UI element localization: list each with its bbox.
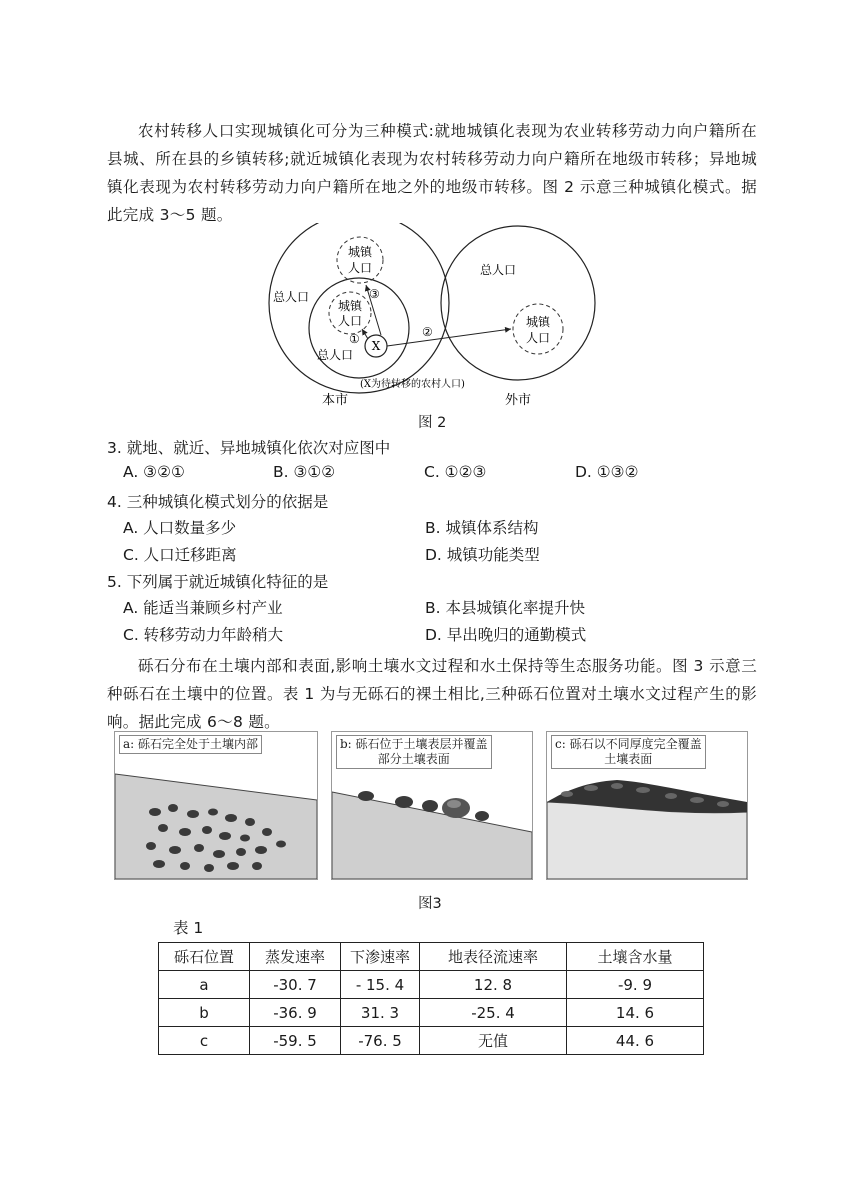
- total-pop-right: 总人口: [480, 263, 517, 277]
- table-row: [159, 1027, 704, 1055]
- town-right-line1: 城镇: [525, 315, 551, 329]
- table-header-row: [159, 943, 704, 971]
- panel-c-label: c: 砾石以不同厚度完全覆盖 土壤表面: [551, 735, 706, 769]
- table-cell: - 15. 4: [341, 971, 420, 999]
- table-1: [158, 942, 704, 1055]
- arrow-1-label: ①: [349, 332, 360, 346]
- table-cell: 14. 6: [567, 999, 704, 1027]
- table-cell: 44. 6: [567, 1027, 704, 1055]
- total-pop-inner: 总人口: [317, 348, 354, 362]
- table-cell: -25. 4: [420, 999, 567, 1027]
- question-5-option-a[interactable]: A. 能适当兼顾乡村产业: [123, 599, 283, 617]
- table-header-cell: 砾石位置: [159, 943, 250, 971]
- table-header-cell: 土壤含水量: [567, 943, 704, 971]
- question-4-option-d[interactable]: D. 城镇功能类型: [425, 546, 540, 564]
- table-row: [159, 999, 704, 1027]
- table-cell: 31. 3: [341, 999, 420, 1027]
- question-3-option-b[interactable]: B. ③①②: [273, 463, 336, 481]
- question-4-stem: 4. 三种城镇化模式划分的依据是: [107, 493, 329, 511]
- table-cell: -36. 9: [250, 999, 341, 1027]
- question-5-stem: 5. 下列属于就近城镇化特征的是: [107, 573, 329, 591]
- town-inner-line2: 人口: [337, 314, 363, 328]
- town-circle-right: [513, 304, 563, 354]
- figure-3-panel-c: [546, 731, 748, 880]
- table-cell: c: [159, 1027, 250, 1055]
- town-top-line1: 城镇: [347, 245, 373, 259]
- figure-2-diagram: [262, 223, 602, 413]
- figure-2-note: (X为待转移的农村人口): [360, 379, 465, 390]
- question-5-option-c[interactable]: C. 转移劳动力年龄稍大: [123, 626, 284, 644]
- table-cell: 12. 8: [420, 971, 567, 999]
- figure-2-caption: 图 2: [418, 415, 447, 431]
- table-cell: b: [159, 999, 250, 1027]
- table-header-cell: 下渗速率: [341, 943, 420, 971]
- table-cell: -59. 5: [250, 1027, 341, 1055]
- town-inner-line1: 城镇: [337, 299, 363, 313]
- this-city-label: 本市: [322, 393, 349, 408]
- county-circle: [309, 278, 409, 378]
- question-3-option-a[interactable]: A. ③②①: [123, 463, 185, 481]
- panel-b-label: b: 砾石位于土壤表层并覆盖 部分土壤表面: [336, 735, 492, 769]
- table-cell: -9. 9: [567, 971, 704, 999]
- question-3-option-d[interactable]: D. ①③②: [575, 463, 639, 481]
- question-4-option-a[interactable]: A. 人口数量多少: [123, 519, 237, 537]
- figure-3-panel-b: [331, 731, 533, 880]
- table-cell: a: [159, 971, 250, 999]
- passage-2: 砾石分布在土壤内部和表面,影响土壤水文过程和水土保持等生态服务功能。图 3 示意三种砾石在土壤中的位置。表 1 为与无砾石的裸土相比,三种砾石位置对土壤水文过程产生的影响。据此完成 6～8 题。: [107, 657, 757, 731]
- question-3-option-c[interactable]: C. ①②③: [424, 463, 487, 481]
- table-cell: -76. 5: [341, 1027, 420, 1055]
- arrow-3-label: ③: [369, 287, 380, 301]
- table-1-title: 表 1: [173, 919, 204, 937]
- other-city-circle: [441, 226, 595, 380]
- table-header-cell: 蒸发速率: [250, 943, 341, 971]
- other-city-label: 外市: [505, 393, 532, 408]
- table-cell: 无值: [420, 1027, 567, 1055]
- question-4-option-b[interactable]: B. 城镇体系结构: [425, 519, 539, 537]
- question-5-option-b[interactable]: B. 本县城镇化率提升快: [425, 599, 585, 617]
- question-4-option-c[interactable]: C. 人口迁移距离: [123, 546, 237, 564]
- table-row: [159, 971, 704, 999]
- question-3-stem: 3. 就地、就近、异地城镇化依次对应图中: [107, 439, 391, 457]
- panel-a-label: a: 砾石完全处于土壤内部: [119, 735, 262, 754]
- x-label: X: [371, 339, 381, 353]
- total-pop-left: 总人口: [273, 290, 310, 304]
- table-cell: -30. 7: [250, 971, 341, 999]
- panel-a-illustration: [115, 732, 317, 879]
- town-right-line2: 人口: [525, 331, 551, 345]
- table-header-cell: 地表径流速率: [420, 943, 567, 971]
- figure-3-caption: 图3: [418, 896, 442, 912]
- question-5-option-d[interactable]: D. 早出晚归的通勤模式: [425, 626, 587, 644]
- arrow-2-label: ②: [422, 325, 433, 339]
- figure-3-panel-a: [114, 731, 318, 880]
- town-circle-top: [337, 237, 383, 283]
- passage-1: 农村转移人口实现城镇化可分为三种模式:就地城镇化表现为农业转移劳动力向户籍所在县城、所在县的乡镇转移;就近城镇化表现为农村转移劳动力向户籍所在地级市转移；异地城镇化表现为农村转移劳动力向户籍所在地之外的地级市转移。图 2 示意三种城镇化模式。据此完成 3～5 题。: [107, 122, 757, 224]
- town-top-line2: 人口: [347, 261, 373, 275]
